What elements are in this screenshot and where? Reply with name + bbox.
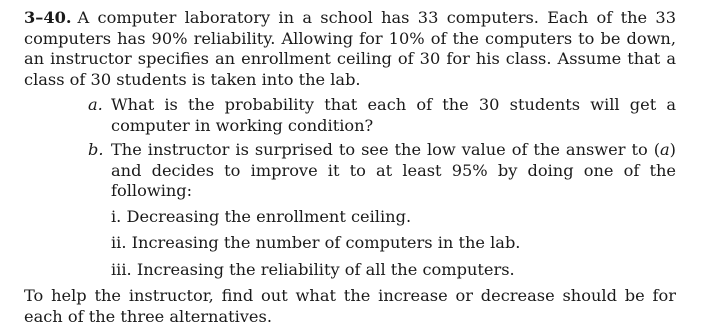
part-a-text: What is the probability that each of the 30 students will get a computer in working condition? [111, 95, 676, 135]
problem-page [24, 8, 676, 327]
part-a-marker: a. [88, 95, 103, 114]
part-b-alternatives [111, 207, 676, 281]
part-b-marker: b. [88, 140, 104, 159]
problem-statement [24, 8, 676, 90]
alternative-i: i. Decreasing the enrollment ceiling. [111, 206, 412, 226]
problem-number: 3–40. [24, 8, 72, 27]
part-b-text-before: The instructor is surprised to see the low value of the answer to ( [111, 140, 661, 159]
alternative-ii: ii. Increasing the number of computers in the lab. [111, 233, 521, 252]
part-b-text-after: ) and decides to improve it to at least 95% by doing one of the following: [111, 140, 676, 200]
alternative-iii: iii. Increasing the reliability of all the computers. [111, 259, 515, 279]
part-b-reference: a [660, 140, 670, 159]
part-b-text [111, 140, 676, 202]
part-b [88, 140, 676, 280]
problem-statement-text: A computer laboratory in a school has 33 computers. Each of the 33 computers has 90% reliability. Allowing for 10% of the computers to be down, an instructor specifies an enrollment ceiling of 30 for his class. Assume that a class of 30 students is taken into the lab. [24, 8, 676, 89]
problem-parts [88, 95, 676, 280]
closing-instruction: To help the instructor, find out what the increase or decrease should be for each of the three alternatives. [24, 286, 676, 326]
part-a [88, 95, 676, 136]
